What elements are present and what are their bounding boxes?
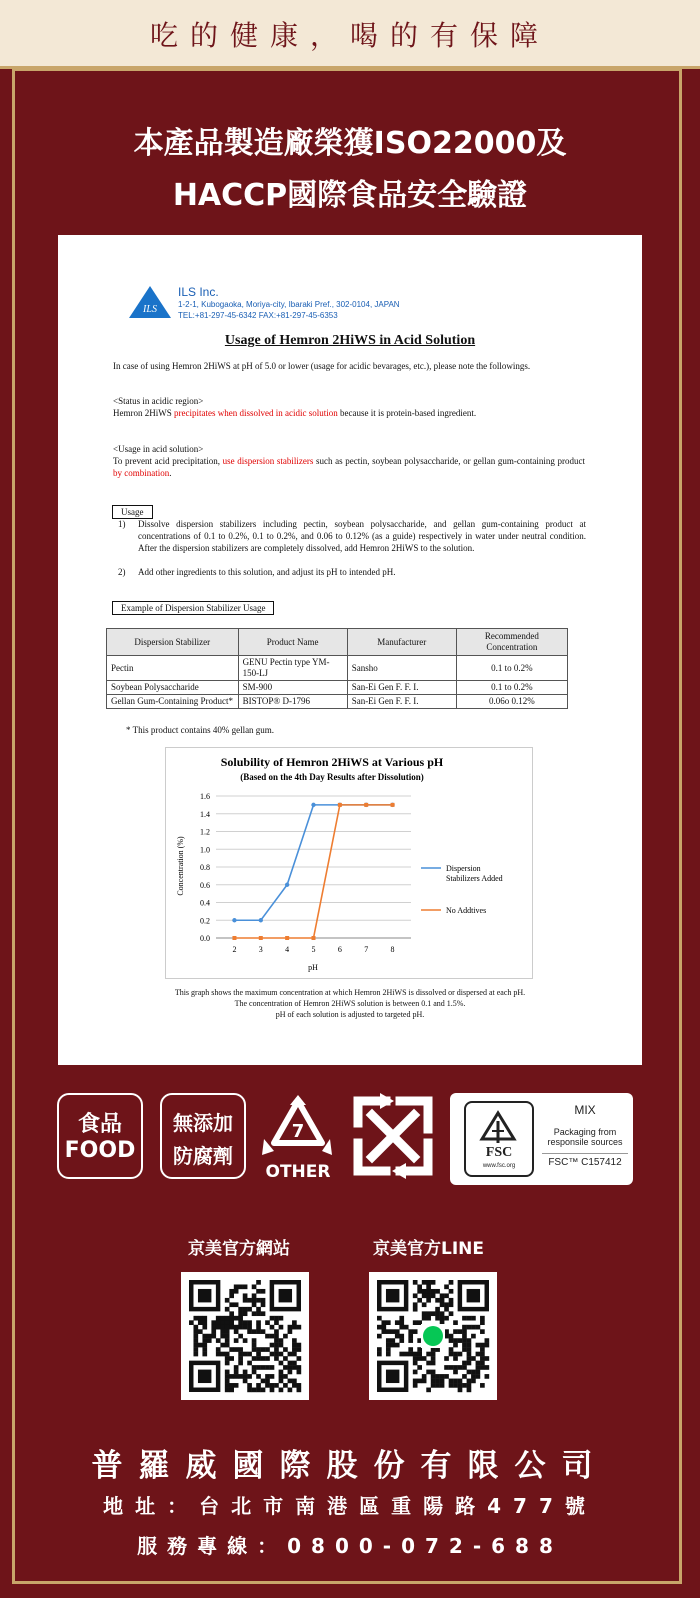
data-point bbox=[312, 936, 316, 940]
recycle-number: 7 bbox=[291, 1121, 305, 1142]
y-tick-label: 0.6 bbox=[200, 880, 210, 890]
chart-caption-1: This graph shows the maximum concentration at which Hemron 2HiWS is dissolved or dispersed at each pH. bbox=[174, 988, 526, 997]
data-point bbox=[285, 936, 289, 940]
table-header-row bbox=[107, 629, 568, 656]
fsc-label bbox=[450, 1093, 633, 1185]
usage-highlight-1: use dispersion stabilizers bbox=[222, 456, 314, 466]
table-cell: GENU Pectin type YM-150-LJ bbox=[238, 656, 347, 681]
chart-xlabel: pH bbox=[308, 963, 318, 972]
chart-caption-3: pH of each solution is adjusted to targeted pH. bbox=[275, 1010, 425, 1019]
fsc-tree-icon bbox=[478, 1109, 520, 1145]
table-cell: Pectin bbox=[107, 656, 239, 681]
table-row bbox=[107, 656, 568, 681]
intro-text: In case of using Hemron 2HiWS at pH of 5.0 or lower (usage for acidic bevarages, etc.), please note the followings. bbox=[113, 361, 531, 371]
qr-code-website[interactable] bbox=[181, 1272, 309, 1400]
chart-svg bbox=[166, 748, 532, 978]
data-point bbox=[259, 936, 263, 940]
y-tick-label: 0.8 bbox=[200, 863, 210, 872]
data-point bbox=[232, 936, 236, 940]
table-cell: 0.06o 0.12% bbox=[456, 695, 567, 709]
table-cell: Gellan Gum-Containing Product* bbox=[107, 695, 239, 709]
x-tick-label: 8 bbox=[390, 945, 395, 954]
svg-text:ILS: ILS bbox=[143, 304, 157, 315]
fsc-mix: MIX bbox=[574, 1103, 596, 1117]
company-phone: 服務專線：0800-072-688 bbox=[137, 1534, 563, 1558]
company-tel: TEL:+81-297-45-6342 FAX:+81-297-45-6353 bbox=[178, 311, 338, 320]
data-point bbox=[338, 803, 342, 807]
slogan: 吃的健康，喝的有保障 bbox=[149, 19, 550, 52]
taiwan-recycle-icon bbox=[350, 1093, 436, 1179]
table-cell: SM-900 bbox=[238, 681, 347, 695]
table-header: Recommended Concentration bbox=[456, 629, 567, 656]
legend-label: No Addtives bbox=[446, 906, 487, 915]
usage-highlight-2: by combination bbox=[113, 468, 170, 478]
y-tick-label: 1.6 bbox=[200, 792, 210, 801]
chart-caption-2: The concentration of Hemron 2HiWS solution is between 0.1 and 1.5%. bbox=[234, 999, 466, 1008]
table-header: Dispersion Stabilizer bbox=[107, 629, 239, 656]
table-cell: 0.1 to 0.2% bbox=[456, 656, 567, 681]
table-header: Manufacturer bbox=[347, 629, 456, 656]
legend-label: Dispersion Stabilizers Added bbox=[446, 864, 503, 883]
y-tick-label: 1.2 bbox=[200, 827, 210, 837]
chart-title: Solubility of Hemron 2HiWS at Various pH bbox=[220, 755, 444, 769]
fsc-site: www.fsc.org bbox=[482, 1163, 516, 1169]
qr-label-line: 京美官方LINE bbox=[373, 1239, 484, 1259]
table-row bbox=[107, 681, 568, 695]
recycle-label: OTHER bbox=[265, 1162, 331, 1182]
x-tick-label: 4 bbox=[285, 945, 290, 954]
y-tick-label: 0.2 bbox=[200, 916, 210, 926]
qr-code-icon bbox=[369, 1272, 497, 1400]
status-highlight: precipitates when dissolved in acidic solution bbox=[174, 408, 338, 418]
data-point bbox=[285, 883, 289, 887]
status-heading: <Status in acidic region> bbox=[113, 396, 204, 406]
table-row bbox=[107, 695, 568, 709]
company-address: 1-2-1, Kubogaoka, Moriya-city, Ibaraki Pref., 302-0104, JAPAN bbox=[178, 300, 400, 309]
x-tick-label: 6 bbox=[337, 945, 342, 954]
status-text: Hemron 2HiWS precipitates when dissolved in acidic solution because it is protein-based ingredient. bbox=[113, 408, 477, 418]
data-point bbox=[391, 803, 395, 807]
company-name-zh: 普羅威國際股份有限公司 bbox=[91, 1448, 609, 1484]
data-point bbox=[311, 803, 315, 807]
fsc-code: FSC™ C157412 bbox=[542, 1153, 628, 1168]
table-cell: Sansho bbox=[347, 656, 456, 681]
company-address-zh: 地址：台北市南港區重陽路477號 bbox=[103, 1494, 597, 1518]
x-tick-label: 3 bbox=[258, 945, 263, 954]
qr-code-icon bbox=[181, 1272, 309, 1400]
no-preservative-line2: 防腐劑 bbox=[173, 1144, 233, 1168]
series-line bbox=[234, 805, 392, 938]
no-preservative-line1: 無添加 bbox=[173, 1111, 233, 1135]
recycle-7-icon bbox=[260, 1093, 336, 1183]
food-badge-en: FOOD bbox=[64, 1138, 136, 1163]
usage-box-label: Usage bbox=[112, 505, 153, 519]
data-point bbox=[259, 918, 263, 922]
line-icon bbox=[423, 1326, 443, 1346]
doc-title: Usage of Hemron 2HiWS in Acid Solution bbox=[224, 333, 476, 348]
fsc-text bbox=[542, 1103, 628, 1168]
y-tick-label: 0.4 bbox=[200, 898, 210, 908]
table-footnote: * This product contains 40% gellan gum. bbox=[126, 725, 275, 735]
ils-logo-icon bbox=[128, 285, 172, 319]
x-tick-label: 7 bbox=[364, 945, 369, 954]
y-tick-label: 1.4 bbox=[200, 809, 210, 819]
top-banner bbox=[0, 0, 700, 69]
fsc-packaging-2: responsile sources bbox=[547, 1137, 623, 1147]
data-point bbox=[364, 803, 368, 807]
heading-line1: 本產品製造廠榮獲ISO22000及 bbox=[133, 126, 567, 161]
step-1-text: Dissolve dispersion stabilizers including pectin, soybean polysaccharide, and gellan gum-containing product at concentrations of 0.1 to 0.2%, 0.1 to 0.2%, and 0.06 to 0.12% (as a guide) respectively in water under neutral condition. After the dispersion stabilizers are completely dissolved, add Hemron 2HiWS to the solution. bbox=[138, 519, 586, 553]
fsc-logo-text: FSC bbox=[485, 1145, 513, 1160]
step-2-number: 2) bbox=[118, 567, 126, 577]
solubility-chart bbox=[165, 747, 533, 979]
food-badge-zh: 食品 bbox=[77, 1112, 122, 1137]
table-cell: San-Ei Gen F. F. I. bbox=[347, 681, 456, 695]
qr-label-website: 京美官方網站 bbox=[188, 1239, 290, 1259]
chart-ylabel: Concentration (%) bbox=[176, 836, 185, 896]
qr-code-line[interactable] bbox=[369, 1272, 497, 1400]
company-name: ILS Inc. bbox=[178, 285, 219, 299]
fsc-logo-box bbox=[464, 1101, 534, 1177]
stabilizer-table bbox=[106, 628, 568, 709]
table-header: Product Name bbox=[238, 629, 347, 656]
step-1-number: 1) bbox=[118, 519, 126, 529]
usage-text: To prevent acid precipitation, use dispersion stabilizers such as pectin, soybean polysaccharide, or gellan gum-containing product by combination. bbox=[113, 456, 585, 478]
y-tick-label: 0.0 bbox=[200, 934, 210, 943]
table-cell: San-Ei Gen F. F. I. bbox=[347, 695, 456, 709]
no-preservative-badge bbox=[160, 1093, 246, 1179]
example-box-label: Example of Dispersion Stabilizer Usage bbox=[112, 601, 274, 615]
usage-heading: <Usage in acid solution> bbox=[113, 444, 204, 454]
chart-subtitle: (Based on the 4th Day Results after Dissolution) bbox=[240, 772, 424, 782]
table-cell: Soybean Polysaccharide bbox=[107, 681, 239, 695]
data-point bbox=[232, 918, 236, 922]
company-header bbox=[178, 285, 400, 321]
x-tick-label: 2 bbox=[232, 945, 237, 954]
table-cell: BISTOP® D-1796 bbox=[238, 695, 347, 709]
table-cell: 0.1 to 0.2% bbox=[456, 681, 567, 695]
x-tick-label: 5 bbox=[311, 945, 316, 954]
food-badge bbox=[57, 1093, 143, 1179]
fsc-packaging-1: Packaging from bbox=[553, 1127, 617, 1137]
certificate-document bbox=[58, 235, 642, 1065]
y-tick-label: 1.0 bbox=[200, 845, 210, 855]
heading-line2: HACCP國際食品安全驗證 bbox=[172, 178, 528, 213]
step-2-text: Add other ingredients to this solution, and adjust its pH to intended pH. bbox=[138, 567, 396, 577]
